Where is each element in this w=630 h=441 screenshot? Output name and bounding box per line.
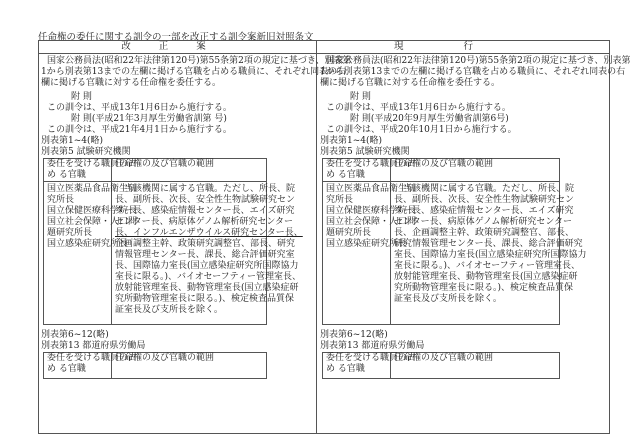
table-cell: 国立医薬品食品衛生研 [47,184,138,194]
document-title: 任命権の委任に関する訓令の一部を改正する訓令案新旧対照条文 [38,32,314,43]
column-header-revised: 改正案 [121,41,234,52]
table-cell: センター長、病原体ゲノム解析研究センター [394,217,573,227]
supplementary-text: この訓令は、平成13年1月6日から施行する。 [47,103,232,113]
table-header-cell: め る官職 [47,364,86,374]
table-cell: 国立社会保障・人口問 [326,217,417,227]
table-header-cell: 任命権の及び官職の範囲 [115,353,215,363]
table13-title: 別表第13 都道府県労働局 [41,341,146,351]
table5-head-divider [44,181,266,182]
table-cell: センター長、病原体ゲノム解析研究センター [115,217,294,227]
omitted-tables: 別表第1~4(略) [320,136,383,146]
table-header-cell: 委任を受ける職員の占 [326,159,417,169]
table-cell: 国立社会保障・人口問 [47,217,138,227]
supplementary-heading: 附 則(平成21年3月厚生労働省訓第 号) [71,114,227,124]
table-cell: 放射能管理室長、動物管理室長(国立感染症研 [394,272,578,282]
table-cell: 題研究所長 [47,228,93,238]
header-divider [39,53,609,54]
table5 [43,158,303,325]
table13-title: 別表第13 都道府県労働局 [320,341,425,351]
table-cell: 国立保健医療科学院長 [47,206,138,216]
table-header-cell: 任命権の及び官職の範囲 [394,159,494,169]
table-cell: 究所長 [326,195,354,205]
supplementary-text: この訓令は、平成20年10月1日から施行する。 [326,125,517,135]
table-cell: 証室長及び支所長を除く。 [115,305,223,315]
omitted-tables: 別表第1~4(略) [41,136,104,146]
table-header-cell: 委任を受ける職員の占 [326,353,417,363]
table5 [322,158,587,325]
comparison-table [38,40,630,434]
table13 [43,352,267,379]
table-cell: 長、副所長、次長、安全性生物試験研究セン [394,195,575,205]
table-header-cell: 委任を受ける職員の占 [47,159,138,169]
table-cell: 室長に限る。)、バイオセーフティー管理室長、 [115,272,301,282]
table13 [322,352,560,379]
supplementary-heading: 附 則(平成20年9月厚生労働省訓第6号) [350,114,509,124]
table-cell: 長、副所長、次長、安全性生物試験研究セン [115,195,296,205]
table-cell: 究所動物管理室長に限る。)、検定検査品質保 [115,294,295,304]
intro-line: 国家公務員法(昭和22年法律第120号)第55条第2項の規定に基づき、別表第 [326,56,630,66]
table-cell: 証室長及び支所長を除く。 [394,294,502,304]
intro-line: 欄に掲げる官職に対する任命権を委任する。 [41,78,222,88]
intro-line: 国家公務員法(昭和22年法律第120号)第55条第2項の規定に基づき、別表第 [47,56,352,66]
supplementary-heading: 附 則 [71,92,92,102]
supplementary-text: この訓令は、平成21年4月1日から施行する。 [47,125,232,135]
table-cell: 企画調整主幹、政策研究調整官、部長、研究 [115,239,296,249]
table-cell: 当該機関に属する官職。ただし、所長、院 [124,184,296,194]
intro-line: 欄に掲げる官職に対する任命権を委任する。 [320,78,501,88]
table-header-cell: 任命権の及び官職の範囲 [115,159,215,169]
table-cell: 国立感染症研究所長 [47,239,129,249]
column-header-current: 現行 [393,41,533,52]
table-cell: 国立感染症研究所長 [326,239,408,249]
table-cell: ター長、感染症情報センター長、エイズ研究 [394,206,574,216]
table-header-cell: 任命権の及び官職の範囲 [394,353,494,363]
omitted-tables: 別表第6~12(略) [320,330,388,340]
intro-line: 1から別表第13までの左欄に掲げる官職を占める職員に、それぞれ同表の右 [41,67,347,77]
omitted-tables: 別表第6~12(略) [41,330,109,340]
table-header-cell: 委任を受ける職員の占 [47,353,138,363]
table-cell: 究所動物管理室長に限る。)、検定検査品質保 [394,283,574,293]
table-header-cell: め る官職 [326,364,365,374]
table-cell: 究所長 [47,195,75,205]
table-cell: 情報管理センター長、課長、総合評価研究室 [115,250,295,260]
table-cell: 題研究所長 [326,228,372,238]
table5-head-divider [323,181,559,182]
table-cell: ター長、感染症情報センター長、エイズ研究 [115,206,295,216]
table-header-cell: め る官職 [326,170,365,180]
table-cell: 研究情報管理センター長、課長、総合評価研究 [394,239,583,249]
supplementary-heading: 附 則 [350,92,371,102]
table-cell: 国立保健医療科学院長 [326,206,417,216]
table5-title: 別表第5 試験研究機関 [320,147,410,157]
table5-title: 別表第5 試験研究機関 [41,147,131,157]
table-cell: 室長、国際協力室長(国立感染症研究所国際協力 [394,250,587,260]
table-cell: 長、企画調整主幹、政策研究調整官、部長、 [394,228,575,238]
table-cell: 長、国際協力室長(国立感染症研究所国際協力 [115,261,299,271]
column-divider [316,41,317,433]
table-cell: 放射能管理室長、動物管理室長(国立感染症研 [115,283,299,293]
intro-line: 1から別表第13までの左欄に掲げる官職を占める職員に、それぞれ同表の右 [320,67,626,77]
supplementary-text: この訓令は、平成13年1月6日から施行する。 [326,103,511,113]
table-cell: 国立医薬品食品衛生研 [326,184,417,194]
table-cell: 室長に限る。)、バイオセーフティー管理室長、 [394,261,580,271]
table-header-cell: め る官職 [47,170,86,180]
table-cell: 当該機関に属する官職。ただし、所長、院 [403,184,575,194]
table-cell-amended: 長、インフルエンザウイルス研究センター長、 [115,228,303,238]
